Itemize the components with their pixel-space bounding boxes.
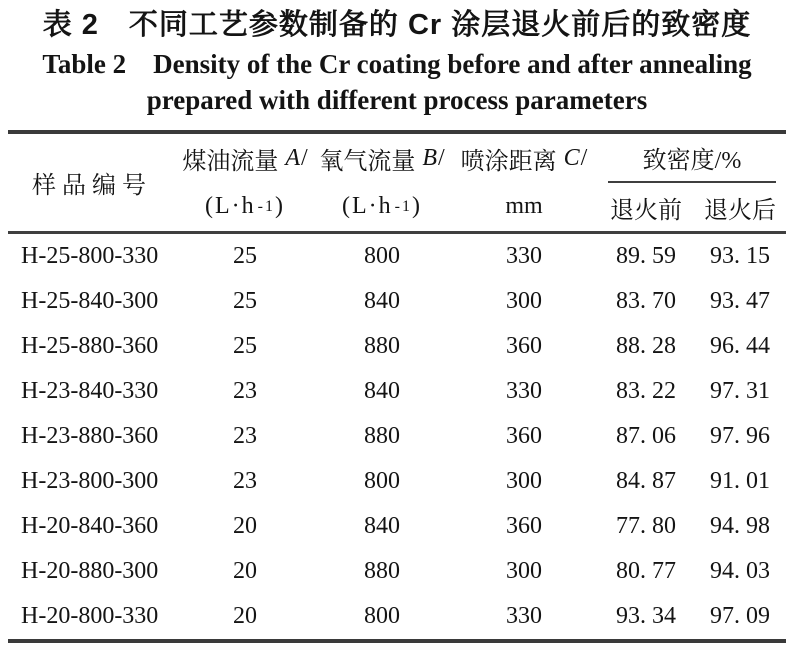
cell-sample: H-23-840-330	[21, 378, 159, 405]
table-body	[8, 233, 786, 642]
cell-density-after: 97. 09	[710, 603, 770, 630]
col-header-oxygen	[314, 132, 450, 233]
cell-distance: 330	[506, 603, 542, 630]
cell-kerosene: 23	[233, 378, 257, 405]
table-row	[8, 324, 786, 369]
cell-oxygen: 880	[364, 423, 400, 450]
col-header-before-annealing: 退火前	[598, 183, 694, 233]
col-header-kerosene-name-line	[176, 135, 314, 183]
cell-oxygen: 800	[364, 468, 400, 495]
col-header-kerosene	[176, 132, 314, 233]
cell-sample: H-25-840-300	[21, 288, 159, 315]
col-header-distance-slash: /	[580, 145, 588, 172]
cell-kerosene: 20	[233, 513, 257, 540]
cell-density-before: 80. 77	[616, 558, 676, 585]
cell-kerosene: 23	[233, 423, 257, 450]
table-title-en-line1: Table 2 Density of the Cr coating before and after annealing	[42, 49, 752, 80]
table-row	[8, 594, 786, 641]
cell-oxygen: 800	[364, 243, 400, 270]
cell-distance: 360	[506, 513, 542, 540]
cell-kerosene: 25	[233, 243, 257, 270]
table-row	[8, 414, 786, 459]
cell-distance: 300	[506, 558, 542, 585]
cell-density-before: 84. 87	[616, 468, 676, 495]
cell-kerosene: 20	[233, 603, 257, 630]
col-header-after-annealing: 退火后	[694, 183, 786, 233]
cell-density-after: 94. 98	[710, 513, 770, 540]
cell-distance: 360	[506, 423, 542, 450]
col-header-distance-name-line	[450, 135, 598, 183]
col-header-oxygen-name-line	[314, 135, 450, 183]
cell-sample: H-23-800-300	[21, 468, 159, 495]
cell-density-before: 83. 70	[616, 288, 676, 315]
col-header-kerosene-slash: /	[301, 145, 308, 172]
col-header-oxygen-unit	[314, 183, 450, 231]
kerosene-unit-post: )	[274, 193, 285, 220]
col-header-distance-name: 喷涂距离	[460, 149, 557, 176]
cell-density-after: 97. 96	[710, 423, 770, 450]
col-header-distance-unit: mm	[505, 193, 543, 220]
header-row-main	[8, 132, 786, 183]
cell-density-after: 94. 03	[710, 558, 770, 585]
table-row	[8, 233, 786, 280]
oxygen-unit-post: )	[411, 193, 422, 220]
col-header-oxygen-slash: /	[438, 145, 445, 172]
table-title-en-line2: prepared with different process parameters	[146, 84, 648, 115]
col-header-sample: 样品编号	[8, 132, 176, 233]
cell-sample: H-20-840-360	[21, 513, 159, 540]
oxygen-unit-pre: (L·h	[342, 193, 393, 220]
cell-sample: H-25-800-330	[21, 243, 159, 270]
cell-oxygen: 840	[364, 513, 400, 540]
col-header-oxygen-name: 氧气流量	[319, 149, 416, 176]
col-header-density-label: 致密度/%	[608, 134, 776, 183]
col-header-distance-var: C	[563, 145, 580, 172]
cell-distance: 330	[506, 243, 542, 270]
cell-oxygen: 840	[364, 378, 400, 405]
cell-sample: H-20-880-300	[21, 558, 159, 585]
col-header-oxygen-var: B	[422, 145, 437, 172]
table-row	[8, 549, 786, 594]
cell-oxygen: 880	[364, 558, 400, 585]
cell-density-before: 89. 59	[616, 243, 676, 270]
col-header-kerosene-unit	[176, 183, 314, 231]
cell-oxygen: 800	[364, 603, 400, 630]
table-title-en	[0, 47, 794, 118]
cell-sample: H-20-800-330	[21, 603, 159, 630]
cell-oxygen: 840	[364, 288, 400, 315]
cell-sample: H-25-880-360	[21, 333, 159, 360]
col-header-density-group	[598, 132, 786, 183]
data-table	[8, 130, 786, 643]
cell-density-before: 77. 80	[616, 513, 676, 540]
table-row	[8, 369, 786, 414]
kerosene-unit-sup: -1	[257, 197, 275, 215]
cell-kerosene: 25	[233, 333, 257, 360]
cell-sample: H-23-880-360	[21, 423, 159, 450]
cell-oxygen: 880	[364, 333, 400, 360]
table-header	[8, 132, 786, 233]
col-header-distance	[450, 132, 598, 233]
cell-density-before: 87. 06	[616, 423, 676, 450]
col-header-kerosene-name: 煤油流量	[182, 149, 279, 176]
table-row	[8, 279, 786, 324]
cell-density-after: 97. 31	[710, 378, 770, 405]
oxygen-unit-sup: -1	[394, 197, 412, 215]
cell-distance: 330	[506, 378, 542, 405]
cell-density-before: 93. 34	[616, 603, 676, 630]
col-header-kerosene-var: A	[285, 145, 300, 172]
cell-density-after: 93. 15	[710, 243, 770, 270]
cell-kerosene: 23	[233, 468, 257, 495]
cell-distance: 300	[506, 468, 542, 495]
cell-distance: 360	[506, 333, 542, 360]
cell-density-before: 83. 22	[616, 378, 676, 405]
cell-kerosene: 20	[233, 558, 257, 585]
cell-density-after: 93. 47	[710, 288, 770, 315]
cell-distance: 300	[506, 288, 542, 315]
table-row	[8, 459, 786, 504]
cell-density-after: 91. 01	[710, 468, 770, 495]
cell-kerosene: 25	[233, 288, 257, 315]
cell-density-after: 96. 44	[710, 333, 770, 360]
table-row	[8, 504, 786, 549]
cell-density-before: 88. 28	[616, 333, 676, 360]
table-title-zh: 表 2 不同工艺参数制备的 Cr 涂层退火前后的致密度	[42, 9, 752, 41]
kerosene-unit-pre: (L·h	[205, 193, 256, 220]
